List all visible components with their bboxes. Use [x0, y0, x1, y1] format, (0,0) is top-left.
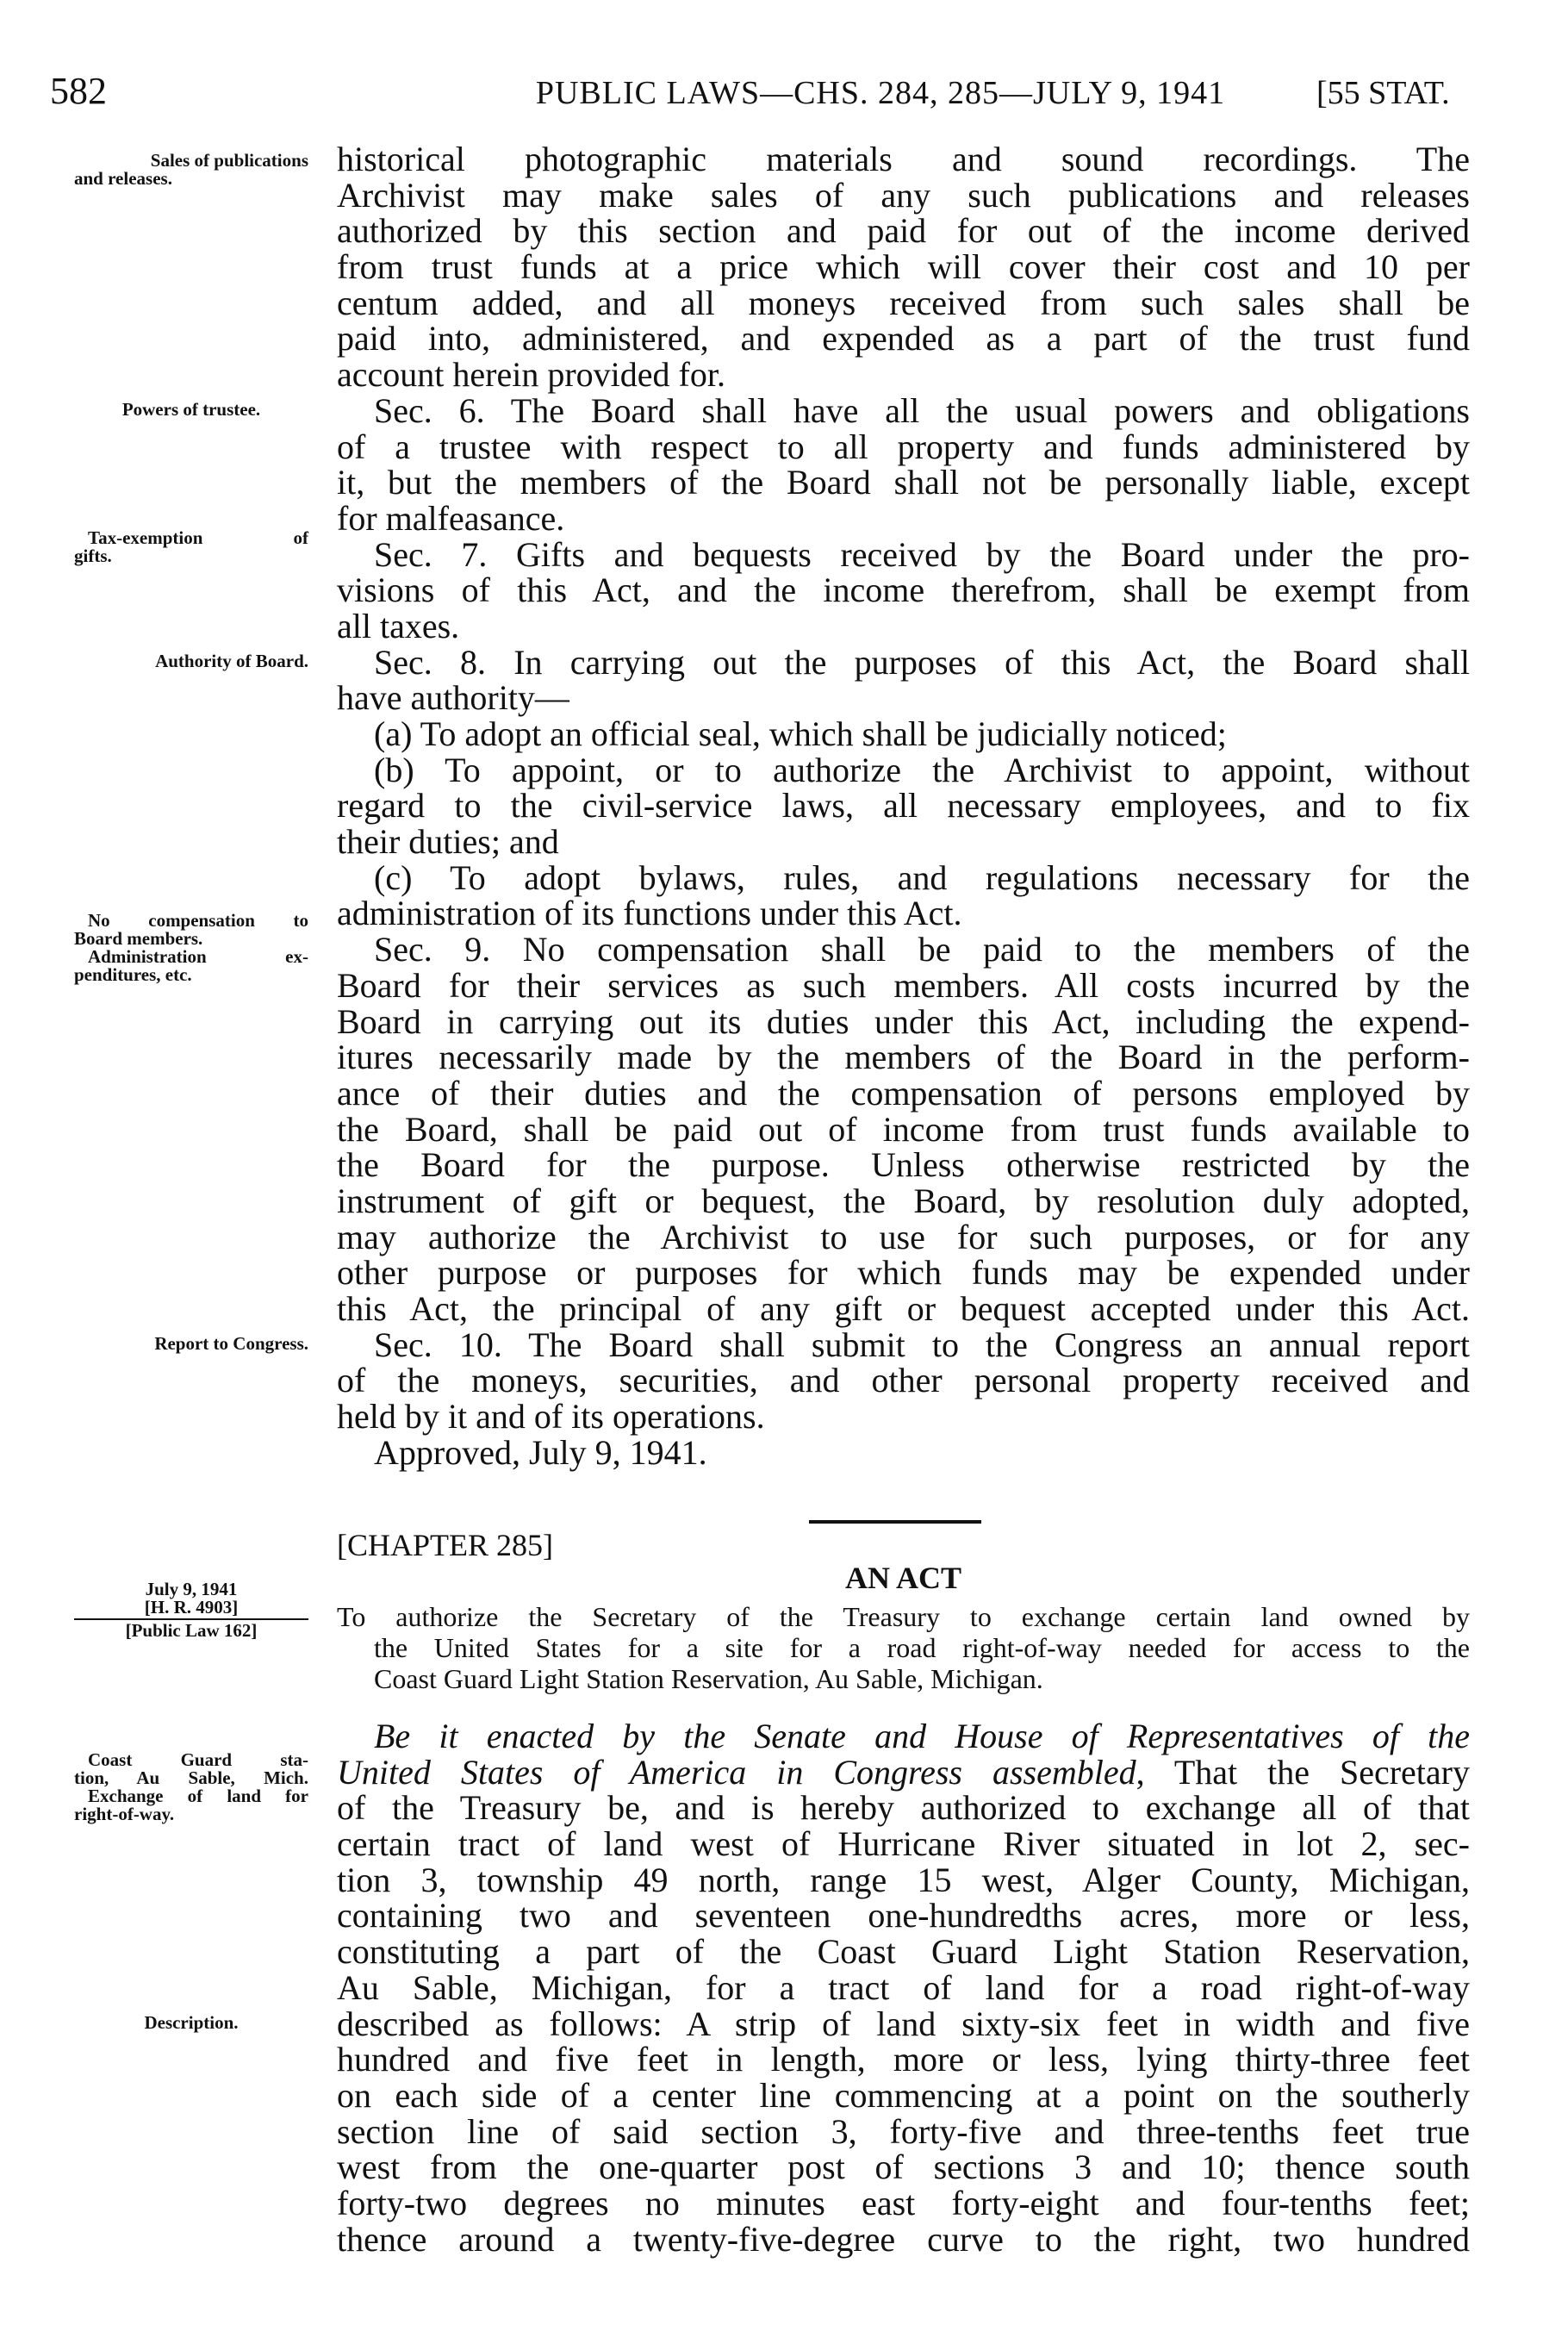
text-line [337, 175, 1470, 215]
text-line [337, 141, 1470, 178]
line-text: Archivist may make sales of any such publications and releases [337, 175, 1470, 215]
line-text: have authority— [337, 678, 569, 718]
text-line [337, 1362, 1470, 1399]
line-text: Sec. 7. Gifts and bequests received by the Board under the pro- [374, 534, 1470, 574]
text-line [337, 390, 1470, 430]
line-text: administration of its functions under this Act. [337, 894, 962, 933]
act-title-line: the United States for a site for a road right-of-way needed for access to the [374, 1632, 1470, 1663]
text-line [337, 642, 1470, 682]
text-line [337, 1183, 1470, 1219]
line-text: instrument of gift or bequest, the Board, by resolution duly adopted, [337, 1181, 1470, 1220]
text-line [337, 429, 1470, 465]
margin-note-line: Board members. [74, 928, 203, 949]
line-text: account herein provided for. [337, 355, 725, 395]
margin-note-line: Powers of trustee. [121, 399, 261, 420]
margin-note-line: right-of-way. [74, 1804, 175, 1824]
text-line [337, 1718, 1470, 1755]
line-text: (c) To adopt bylaws, rules, and regulations necessary for the [374, 857, 1470, 897]
text-line [337, 895, 1470, 932]
text-line [337, 1898, 1470, 1934]
margin-note-report [74, 1335, 308, 1353]
text-line [337, 2149, 1470, 2185]
line-text: of a trustee with respect to all property and funds administered by [337, 427, 1470, 466]
text-line [337, 1967, 1470, 2007]
text-line [337, 608, 1470, 645]
text-line [337, 572, 1470, 608]
line-text: thence around a twenty-five-degree curve to the right, two hundred [337, 2219, 1470, 2259]
text-line [337, 752, 1470, 789]
line-text: held by it and of its operations. [337, 1397, 765, 1437]
margin-note-coast-guard [74, 1751, 308, 1823]
text-line [337, 1826, 1470, 1862]
italic-text: United States of America in Congress assembled [337, 1752, 1136, 1792]
margin-note-line: Sales of publications [150, 150, 308, 171]
line-text: regard to the civil-service laws, all necessary employees, and to fix [337, 786, 1470, 826]
margin-note-line: Administration ex- [88, 946, 308, 967]
text-line [337, 1399, 1470, 1435]
line-text: all taxes. [337, 606, 460, 645]
line-text: historical photographic materials and sound recordings. The [337, 140, 1470, 178]
line-text: authorized by this section and paid for out of the income derived [337, 211, 1470, 251]
text-line [337, 1790, 1470, 1826]
text-line [337, 321, 1470, 357]
line-text: section line of said section 3, forty-five and three-tenths feet true [337, 2111, 1470, 2151]
line-text: for malfeasance. [337, 498, 565, 538]
line-text: Sec. 6. The Board shall have all the usual powers and obligations [374, 390, 1470, 430]
text-line [337, 213, 1470, 249]
volume-reference: [55 STAT. [1316, 75, 1450, 111]
text-line [337, 1432, 1470, 1472]
line-text: Sec. 9. No compensation shall be paid to the members of the [374, 930, 1470, 969]
line-text: the Board, shall be paid out of income from trust funds available to [337, 1109, 1470, 1149]
text-line [337, 249, 1470, 285]
line-text: this Act, the principal of any gift or bequest accepted under this Act. [337, 1289, 1470, 1328]
chapter-284-body [337, 141, 1470, 1470]
line-text: centum added, and all moneys received from such sales shall be [337, 283, 1470, 322]
line-text: certain tract of land west of Hurricane River situated in lot 2, sec- [337, 1824, 1470, 1864]
text-line [337, 1862, 1470, 1898]
reference-divider [74, 1618, 308, 1620]
line-text: described as follows: A strip of land sixty-six feet in width and five [337, 2004, 1470, 2043]
margin-note-authority [74, 652, 308, 670]
line-text: of the Treasury be, and is hereby authorized to exchange all of that [337, 1788, 1470, 1828]
margin-note-sales [74, 152, 308, 188]
text-line [337, 285, 1470, 321]
line-text: Board for their services as such members. All costs incurred by the [337, 965, 1470, 1005]
text-line [337, 1255, 1470, 1291]
margin-note-line: Report to Congress. [154, 1333, 308, 1354]
text-line [337, 1147, 1470, 1183]
line-text: the Board for the purpose. Unless otherwise restricted by the [337, 1145, 1470, 1185]
line-text: ance of their duties and the compensation of persons employed by [337, 1073, 1470, 1113]
margin-note-line: Exchange of land for [88, 1786, 308, 1806]
line-text: from trust funds at a price which will cover their cost and 10 per [337, 247, 1470, 287]
text-line [337, 534, 1470, 574]
margin-note-powers [74, 401, 308, 419]
text-line [337, 357, 1470, 393]
text-line [337, 965, 1470, 1005]
line-text: (b) To appoint, or to authorize the Archivist to appoint, without [374, 750, 1470, 789]
text-line [337, 2219, 1470, 2259]
text-line [337, 498, 1470, 538]
text-line [337, 1075, 1470, 1112]
text-line [337, 1109, 1470, 1149]
margin-note-tax-exemption [74, 529, 308, 565]
line-text: constituting a part of the Coast Guard Light Station Reservation, [337, 1932, 1470, 1972]
line-text: itures necessarily made by the members of the Board in the perform- [337, 1038, 1470, 1077]
public-law-number: [Public Law 162] [125, 1620, 258, 1641]
line-text: Sec. 10. The Board shall submit to the Congress an annual report [374, 1325, 1470, 1364]
line-text: Approved, July 9, 1941. [374, 1432, 707, 1472]
text-line [337, 1327, 1470, 1363]
act-title [337, 1601, 1470, 1694]
line-text: west from the one-quarter post of sections 3 and 10; thence south [337, 2147, 1470, 2187]
line-text: their duties; and [337, 822, 559, 862]
line-text: other purpose or purposes for which funds may be expended under [337, 1253, 1470, 1293]
text-line [337, 2111, 1470, 2151]
text-line [337, 2006, 1470, 2042]
line-text: forty-two degrees no minutes east forty-eight and four-tenths feet; [337, 2183, 1470, 2222]
act-title-line: Coast Guard Light Station Reservation, Au Sable, Michigan. [374, 1663, 1043, 1694]
text-line [337, 932, 1470, 968]
margin-note-line: gifts. [74, 545, 112, 566]
text-line [337, 857, 1470, 897]
page-number: 582 [50, 70, 107, 112]
line-text: (a) To adopt an official seal, which shall be judicially noticed; [374, 714, 1227, 753]
text-line [337, 1752, 1470, 1792]
margin-note-line: Description. [144, 2012, 239, 2033]
text-line [337, 2185, 1470, 2222]
act-title-line: To authorize the Secretary of the Treasury to exchange certain land owned by [337, 1601, 1470, 1632]
margin-note-line: No compensation to [88, 910, 308, 931]
text-line [337, 1039, 1470, 1075]
text-line [337, 2075, 1470, 2115]
line-text: containing two and seventeen one-hundredths acres, more or less, [337, 1896, 1470, 1935]
margin-note-line: tion, Au Sable, Mich. [74, 1767, 308, 1788]
line-text: may authorize the Archivist to use for such purposes, or for any [337, 1217, 1470, 1256]
line-text: paid into, administered, and expended as a part of the trust fund [337, 319, 1470, 358]
margin-note-line: Coast Guard sta- [88, 1749, 308, 1770]
bill-number: [H. R. 4903] [144, 1597, 239, 1618]
margin-note-line: Authority of Board. [155, 651, 308, 671]
line-text: tion 3, township 49 north, range 15 west, Alger County, Michigan, [337, 1860, 1470, 1899]
chapter-285-body [337, 1718, 1470, 2257]
running-head: PUBLIC LAWS—CHS. 284, 285—JULY 9, 1941 [535, 75, 1226, 111]
margin-note-line: penditures, etc. [74, 964, 192, 985]
text-line [337, 716, 1470, 752]
line-text: visions of this Act, and the income therefrom, shall be exempt from [337, 570, 1470, 610]
text-line [337, 2041, 1470, 2078]
margin-note-description [74, 2014, 308, 2032]
margin-note-reference [74, 1580, 308, 1640]
margin-note-line: and releases. [74, 168, 172, 189]
line-text: hundred and five feet in length, more or less, lying thirty-three feet [337, 2040, 1470, 2079]
margin-note-line: Tax-exemption of [88, 527, 308, 548]
text-line [337, 1219, 1470, 1256]
text-line [337, 464, 1470, 501]
line-text: Au Sable, Michigan, for a tract of land for a road right-of-way [337, 1967, 1470, 2007]
line-text: , That the Secretary [1136, 1752, 1470, 1792]
text-line [337, 1001, 1470, 1041]
act-heading: AN ACT [844, 1561, 962, 1595]
chapter-divider [809, 1520, 981, 1524]
line-text: Board in carrying out its duties under this Act, including the expend- [337, 1001, 1470, 1041]
italic-text: Be it enacted by the Senate and House of Representatives of the [374, 1717, 1470, 1755]
chapter-label: [CHAPTER 285] [337, 1528, 553, 1562]
margin-note-compensation [74, 912, 308, 984]
approval-date: July 9, 1941 [145, 1579, 238, 1599]
text-line [337, 788, 1470, 824]
line-text: of the moneys, securities, and other personal property received and [337, 1361, 1470, 1400]
line-text: Sec. 8. In carrying out the purposes of this Act, the Board shall [374, 642, 1470, 682]
text-line [337, 1291, 1470, 1327]
text-line [337, 824, 1470, 860]
text-line [337, 680, 1470, 716]
text-line [337, 1934, 1470, 1970]
line-text: it, but the members of the Board shall not be personally liable, except [337, 463, 1470, 502]
line-text: on each side of a center line commencing at a point on the southerly [337, 2075, 1470, 2115]
